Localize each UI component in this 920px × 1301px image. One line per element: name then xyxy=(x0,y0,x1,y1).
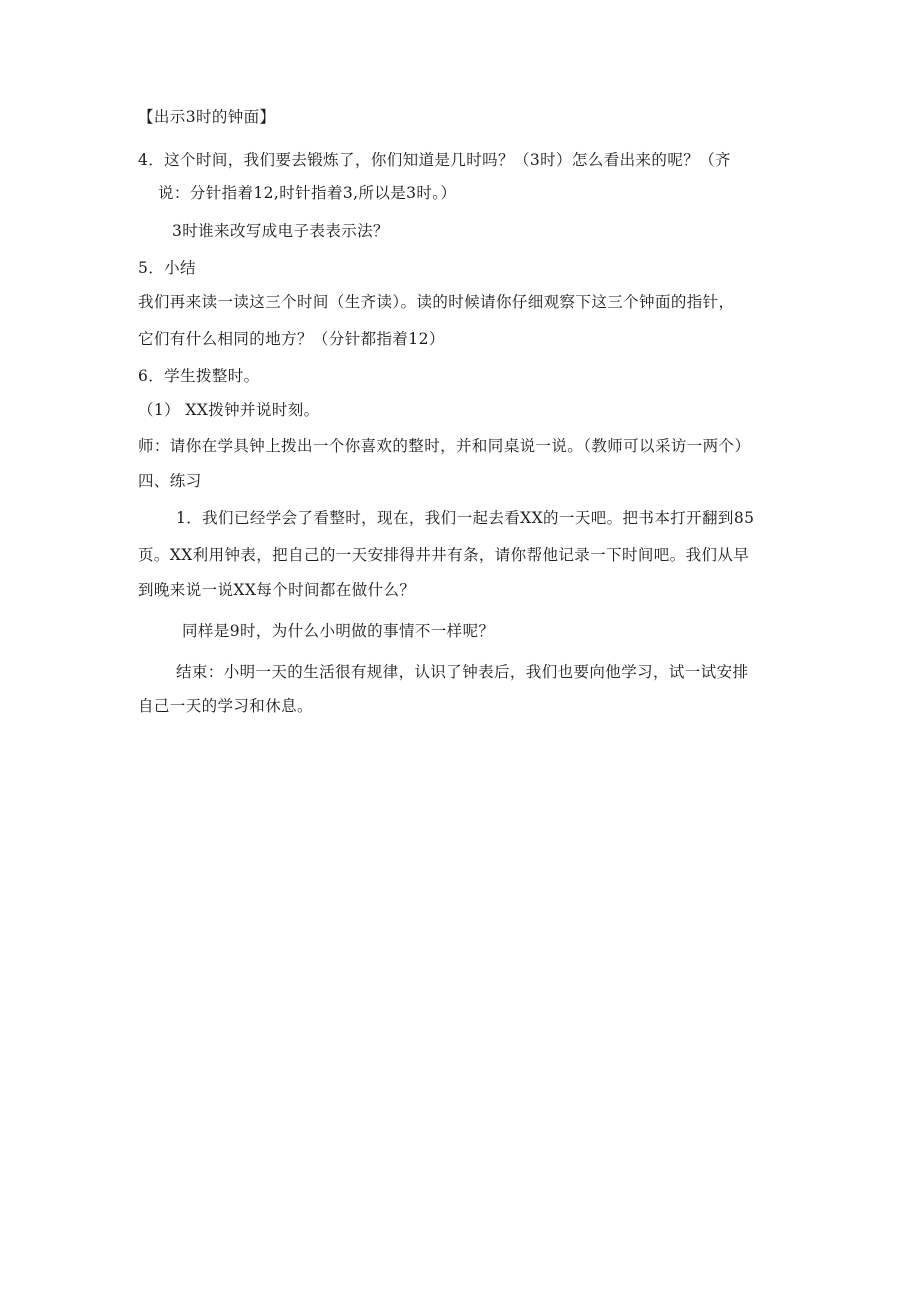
paragraph-step-6-1: （1） XX拨钟并说时刻。 xyxy=(138,401,320,419)
heading-step-5-summary: 5．小结 xyxy=(138,259,196,277)
paragraph-digital-question: 3时谁来改写成电子表表示法？ xyxy=(172,222,389,240)
paragraph-summary: 我们再来读一读这三个时间（生齐读）。读的时候请你仔细观察下这三个钟面的指针， xyxy=(138,293,735,311)
paragraph-conclusion: 结束：小明一天的生活很有规律，认识了钟表后，我们也要向他学习，试一试安排 xyxy=(176,663,749,681)
paragraph-practice-1-cont: 页。XX利用钟表，把自己的一天安排得井井有条，请你帮他记录一下时间吧。我们从早 xyxy=(138,546,750,564)
paragraph-step-4: 4．这个时间，我们要去锻炼了，你们知道是几时吗？（3时）怎么看出来的呢？（齐 xyxy=(138,151,731,169)
paragraph-teacher: 师：请你在学具钟上拨出一个你喜欢的整时，并和同桌说一说。（教师可以采访一两个） xyxy=(138,437,751,455)
section-heading-show-clock: 【出示3时的钟面】 xyxy=(138,108,276,126)
paragraph-practice-1: 1．我们已经学会了看整时，现在，我们一起去看XX的一天吧。把书本打开翻到85 xyxy=(176,509,755,527)
paragraph-summary-cont: 它们有什么相同的地方？（分针都指着12） xyxy=(138,330,445,348)
heading-step-6: 6．学生拨整时。 xyxy=(138,367,260,385)
heading-practice: 四、练习 xyxy=(138,472,202,490)
paragraph-step-4-cont: 说：分针指着12,时针指着3,所以是3时。） xyxy=(158,184,457,202)
paragraph-question-9: 同样是9时，为什么小明做的事情不一样呢？ xyxy=(182,622,495,640)
paragraph-conclusion-cont: 自己一天的学习和休息。 xyxy=(138,697,313,715)
paragraph-practice-1-cont2: 到晚来说一说XX每个时间都在做什么？ xyxy=(138,581,416,599)
